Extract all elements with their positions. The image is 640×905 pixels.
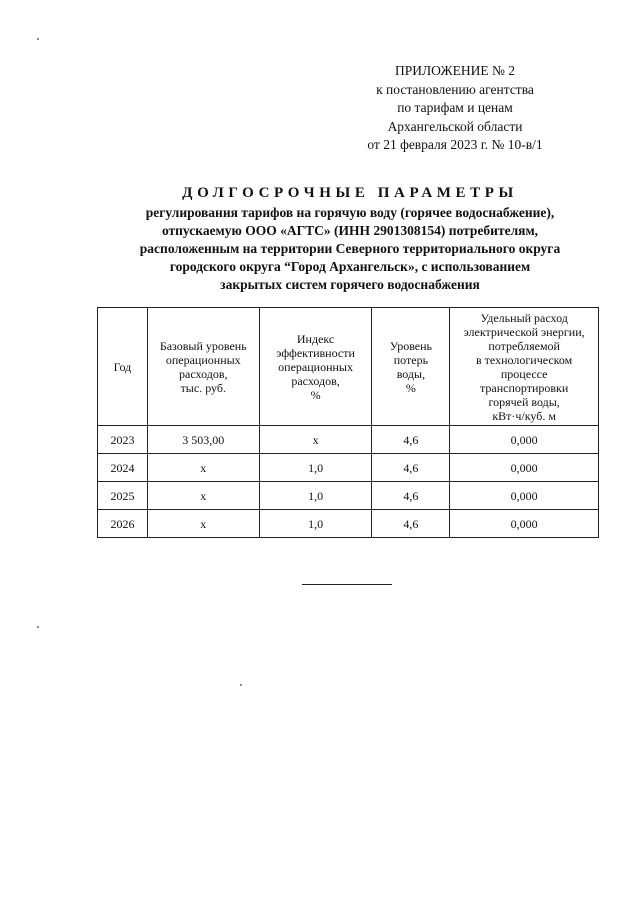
column-header-line: расходов, bbox=[179, 366, 228, 381]
column-header-line: Год bbox=[113, 359, 132, 374]
document-subtitle-line: регулирования тарифов на горячую воду (горячее водоснабжение), bbox=[145, 205, 555, 220]
appendix-line: Архангельской области bbox=[387, 118, 523, 134]
scan-speck bbox=[37, 626, 39, 628]
document-subtitle-line: расположенным на территории Северного территориального округа bbox=[139, 241, 561, 256]
table-cell: х bbox=[147, 454, 259, 482]
document-heading bbox=[60, 183, 640, 294]
appendix-date-line: от 21 февраля 2023 г. № 10-в/1 bbox=[367, 137, 543, 152]
column-header-line: процессе bbox=[500, 366, 548, 381]
table-cell: 1,0 bbox=[259, 482, 372, 510]
table-cell: 4,6 bbox=[372, 510, 450, 538]
column-header-line: Уровень bbox=[389, 338, 433, 353]
column-header bbox=[259, 308, 372, 426]
parameters-table bbox=[97, 307, 599, 538]
scan-speck bbox=[37, 38, 39, 40]
column-header-line: Индекс bbox=[296, 331, 335, 346]
column-header-line: тыс. руб. bbox=[180, 380, 226, 395]
column-header-line: Базовый уровень bbox=[159, 338, 247, 353]
table-row bbox=[98, 482, 599, 510]
table-cell: х bbox=[147, 482, 259, 510]
column-header-line: электрической энергии, bbox=[463, 324, 585, 339]
column-header-line: воды, bbox=[396, 366, 426, 381]
table-cell: 1,0 bbox=[259, 510, 372, 538]
table-header-row bbox=[98, 308, 599, 426]
table-row bbox=[98, 454, 599, 482]
table-cell: 0,000 bbox=[450, 454, 599, 482]
appendix-line: к постановлению агентства bbox=[376, 81, 534, 97]
appendix-title: ПРИЛОЖЕНИЕ № 2 bbox=[394, 63, 516, 78]
document-subtitle-line: городского округа “Город Архангельск», с использованием bbox=[169, 259, 531, 274]
column-header-line: потребляемой bbox=[488, 338, 560, 353]
table-cell: 0,000 bbox=[450, 510, 599, 538]
table-cell: 4,6 bbox=[372, 482, 450, 510]
column-header bbox=[450, 308, 599, 426]
document-subtitle-line: отпускаемую ООО «АГТС» (ИНН 2901308154) потребителям, bbox=[161, 223, 539, 238]
table-body bbox=[98, 426, 599, 538]
column-header-line: % bbox=[405, 380, 416, 395]
table-cell: 1,0 bbox=[259, 454, 372, 482]
column-header-line: расходов, bbox=[291, 373, 340, 388]
table-row bbox=[98, 510, 599, 538]
appendix-line: по тарифам и ценам bbox=[397, 100, 513, 115]
column-header bbox=[372, 308, 450, 426]
column-header-line: горячей воды, bbox=[488, 394, 560, 409]
column-header bbox=[147, 308, 259, 426]
document-title: ДОЛГОСРОЧНЫЕ ПАРАМЕТРЫ bbox=[182, 185, 518, 201]
column-header-line: кВт·ч/куб. м bbox=[492, 408, 556, 423]
table-cell: х bbox=[259, 426, 372, 454]
column-header-line: Удельный расход bbox=[480, 310, 568, 325]
table-header bbox=[98, 308, 599, 426]
table-cell: 4,6 bbox=[372, 426, 450, 454]
table-row bbox=[98, 426, 599, 454]
column-header-line: потерь bbox=[393, 352, 429, 367]
table-cell: 4,6 bbox=[372, 454, 450, 482]
year-cell: 2023 bbox=[98, 426, 148, 454]
table-cell: 3 503,00 bbox=[147, 426, 259, 454]
table-cell: х bbox=[147, 510, 259, 538]
scan-speck bbox=[240, 684, 242, 686]
column-header-line: % bbox=[310, 387, 321, 402]
year-cell: 2025 bbox=[98, 482, 148, 510]
column-header-line: операционных bbox=[165, 352, 241, 367]
table-cell: 0,000 bbox=[450, 482, 599, 510]
column-header-line: в технологическом bbox=[476, 352, 573, 367]
table-cell: 0,000 bbox=[450, 426, 599, 454]
column-header-line: операционных bbox=[278, 359, 353, 374]
appendix-block bbox=[340, 62, 570, 155]
year-cell: 2026 bbox=[98, 510, 148, 538]
column-header-line: транспортировки bbox=[479, 380, 569, 395]
document-subtitle-line: закрытых систем горячего водоснабжения bbox=[220, 277, 480, 292]
column-header bbox=[98, 308, 148, 426]
column-header-line: эффективности bbox=[276, 345, 355, 360]
year-cell: 2024 bbox=[98, 454, 148, 482]
closing-rule bbox=[302, 584, 392, 585]
